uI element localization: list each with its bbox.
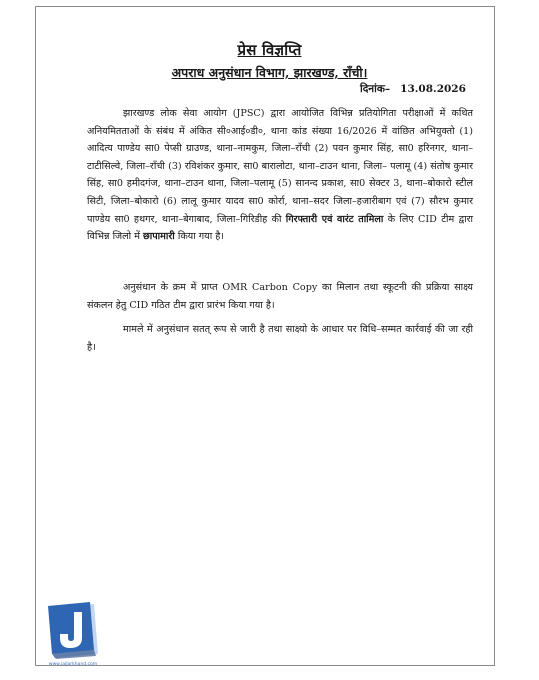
paragraph1-text-a: झारखण्ड लोक सेवा आयोग (JPSC) द्वारा आयोजित विभिन्न प्रतियोगिता परीक्षाओं में कथित अनियमितताओं के संबंध में अंकित सी०आई०डी०, थाना कांड संख्या 16/2026 में वांछित अभियुक्तो (1) आदित्य पाण्डेय सा0 पेप्सी ग्राउण्ड, थाना–नामकुम, जिला–राँची (2) पवन कुमार सिंह, सा0 हरिनगर, थाना–टाटीसिल्वे, जिला–राँची (3) रविशंकर कुमार, सा0 बारालोटा, थाना–टाउन थाना, जिला– पलामू (4) संतोष कुमार सिंह, सा0 हमीदगंज, थाना–टाउन थाना, जिला–पलामू (5) सानन्द प्रकाश, सा0 सेक्टर 3, थाना–बोकारो स्टील सिटी, जिला–बोकारो (6) लालू कुमार यादव सा0 कोर्रा, थाना–सदर जिला–हजारीबाग एवं (7) सौरभ कुमार पाण्डेय सा0 हथगर, थाना–बेगाबाद, जिला–गिरिडीह की [87, 108, 473, 225]
watermark-url: www.jaiJarkhand.com [48, 662, 98, 667]
paragraph-omr-investigation: अनुसंधान के क्रम में प्राप्त OMR Carbon Copy का मिलान तथा स्कूटनी की प्रक्रिया साक्ष्य संकलन हेतु CID गठित टीम द्वारा प्रारंभ किया गया है। [87, 282, 473, 311]
date-label: दिनांक– [360, 83, 391, 95]
department-subtitle: अपराध अनुसंधान विभाग, झारखण्ड, राँची। [171, 65, 368, 80]
press-release-title: प्रेस विज्ञप्ति [237, 41, 302, 59]
paragraph1-bold-arrest: गिरफ्तारी एवं वारंट तामिला [285, 213, 384, 225]
date-value: 13.08.2026 [400, 83, 466, 95]
paragraph-ongoing-investigation: मामले में अनुसंधान सतत् रूप से जारी है तथा साक्ष्यो के आधार पर विधि–सम्मत कार्रवाई की जा रही है। [87, 324, 473, 353]
paragraph-arrests [87, 105, 473, 246]
date-line [360, 82, 466, 96]
paragraph1-text-b: के लिए CID टीम द्वारा विभिन्न जिलो में [87, 213, 473, 243]
paragraph1-text-c: किया गया है। [174, 231, 225, 243]
watermark-logo [44, 602, 100, 660]
j-logo-icon [44, 602, 100, 660]
paragraph1-bold-raid: छापामारी [143, 231, 175, 243]
